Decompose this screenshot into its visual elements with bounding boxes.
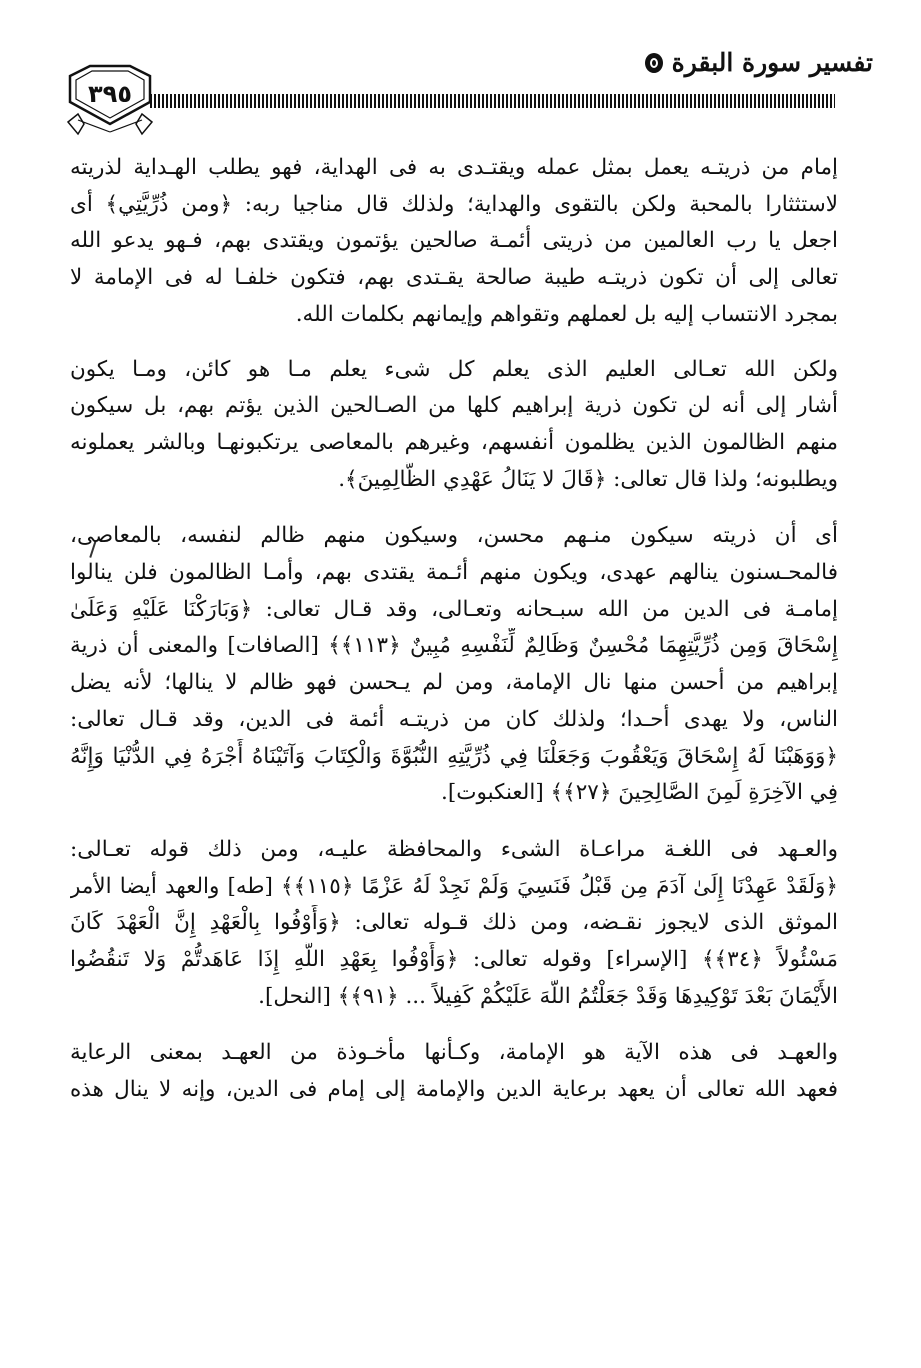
text-line: اجعل يا رب العالمين من ذريتى أئمـة صالحين يؤتمون ويقتدى بهم، فـهو يدعو الله bbox=[70, 228, 838, 254]
text-line: إمام من ذريتـه يعمل بمثل عمله ويقتـدى به فى الهداية، فهو يطلب الهـداية لذريته bbox=[70, 155, 838, 180]
text-line: منهم الظالمون الذين يظلمون أنفسهم، وغيرهم بالمعاصى يرتكبونهـا وبالشر يعملونه bbox=[70, 429, 838, 455]
text-line: ويطلبونه؛ ولذا قال تعالى: ﴿قَالَ لا يَنَالُ عَهْدِي الظَّالِمِينَ﴾. bbox=[338, 466, 838, 492]
text-line: ﴿وَلَقَدْ عَهِدْنَا إِلَىٰ آدَمَ مِن قَبْلُ فَنَسِيَ وَلَمْ نَجِدْ لَهُ عَزْمًا ﴿١١٥﴾﴾ [طه] والعهد أيضا الأمر bbox=[70, 873, 838, 899]
paragraph-gap bbox=[70, 1015, 838, 1035]
paragraph bbox=[70, 1035, 838, 1108]
text-line: إمامـة فى الدين من الله سبـحانه وتعـالى، وقد قـال تعالى: ﴿وَبَارَكْنَا عَلَيْهِ وَعَلَىٰ bbox=[70, 596, 838, 622]
text-line: الموثق الذى لايجوز نقـضه، ومن ذلك قـوله تعالى: ﴿وَأَوْفُوا بِالْعَهْدِ إِنَّ الْعَهْدَ كَانَ bbox=[70, 910, 838, 936]
paragraph bbox=[70, 352, 838, 499]
text-line: ﴿وَوَهَبْنَا لَهُ إِسْحَاقَ وَيَعْقُوبَ وَجَعَلْنَا فِي ذُرِّيَّتِهِ النُّبُوَّةَ وَالْكِتَابَ وَآتَيْنَاهُ أَجْرَهُ فِي الدُّنْيَا وَإِنَّهُ bbox=[70, 743, 838, 769]
text-line: مَسْئُولاً ﴿٣٤﴾﴾ [الإسراء] وقوله تعالى: ﴿وَأَوْفُوا بِعَهْدِ اللَّهِ إِذَا عَاهَدتُّمْ وَلا تَنقُضُوا bbox=[70, 947, 838, 973]
header-title: تفسير سورة البقرة bbox=[671, 48, 873, 77]
text-line: فالمحـسنون ينالهم عهدى، ويكون منهم أئـمة يقتدى بهم، وأمـا الظالمون فلن ينالوا bbox=[70, 560, 838, 586]
text-line: فِي الآخِرَةِ لَمِنَ الصَّالِحِينَ ﴿٢٧﴾﴾ [العنكبوت]. bbox=[441, 780, 838, 806]
text-line: الأَيْمَانَ بَعْدَ تَوْكِيدِهَا وَقَدْ جَعَلْتُمُ اللَّهَ عَلَيْكُمْ كَفِيلاً ... ﴿٩١﴾﴾ [النحل]. bbox=[258, 983, 838, 1009]
paragraph-gap bbox=[70, 334, 838, 352]
text-line: إِسْحَاقَ وَمِن ذُرِّيَّتِهِمَا مُحْسِنٌ وَظَالِمٌ لِّنَفْسِهِ مُبِينٌ ﴿١١٣﴾﴾ [الصافات] والمعنى أن ذرية bbox=[70, 633, 838, 659]
body-text bbox=[70, 150, 838, 1109]
text-line: لاستثثارا بالمحبة ولكن بالتقوى والهداية؛ ولذلك قال مناجيا ربه: ﴿ومن ذُرِّيَّتِي﴾ أى bbox=[70, 191, 838, 217]
text-line: والعـهد فى اللغـة مراعـاة الشىء والمحافظة عليـه، ومن ذلك قوله تعـالى: bbox=[70, 836, 838, 862]
paragraph-gap bbox=[70, 812, 838, 832]
paragraph bbox=[70, 150, 838, 334]
text-line: الناس، ولا يهدى أحـدا؛ ولذلك كان من ذريتـه أئمة فى الدين، وقد قـال تعالى: bbox=[70, 706, 838, 732]
text-line: أشار إلى أنه لن تكون ذرية إبراهيم كلها من الصـالحين الذين يؤتم بهم، بل سيكون bbox=[70, 393, 838, 419]
text-line: إبراهيم من أحسن منها نال الإمامة، ومن لم يـحسن فهو ظالم لا ينالها؛ لأنه يضل bbox=[70, 670, 838, 696]
text-line: ولكن الله تعـالى العليم الذى يعلم كل شىء يعلم مـا هو كائن، ومـا يكون bbox=[70, 356, 838, 382]
header-rule bbox=[150, 94, 835, 108]
text-line: والعهـد فى هذه الآية هو الإمامة، وكـأنها مأخـوذة من العهـد بمعنى الرعاية bbox=[70, 1040, 838, 1066]
paragraph bbox=[70, 832, 838, 1016]
paragraph-gap bbox=[70, 498, 838, 518]
text-line: تعالى إلى أن تكون ذريتـه طيبة صالحة يقـتدى بهم، فتكون خلفـا له فى الإمامة لا bbox=[70, 265, 838, 291]
paragraph bbox=[70, 518, 838, 812]
text-line: فعهد الله تعالى أن يعهد برعاية الدين والإمامة إلى إمام فى الدين، وإنه لا ينال هذه bbox=[70, 1077, 838, 1103]
ornament-icon bbox=[644, 52, 664, 74]
running-header bbox=[644, 48, 873, 77]
text-line: بمجرد الانتساب إليه بل لعملهم وتقواهم وإيمانهم بكلمات الله. bbox=[295, 301, 838, 327]
text-line: أى أن ذريته سيكون منـهم محسن، وسيكون منهم ظالم لنفسه، بالمعاصى، bbox=[70, 523, 838, 549]
page-number: ٣٩٥ bbox=[88, 80, 132, 108]
